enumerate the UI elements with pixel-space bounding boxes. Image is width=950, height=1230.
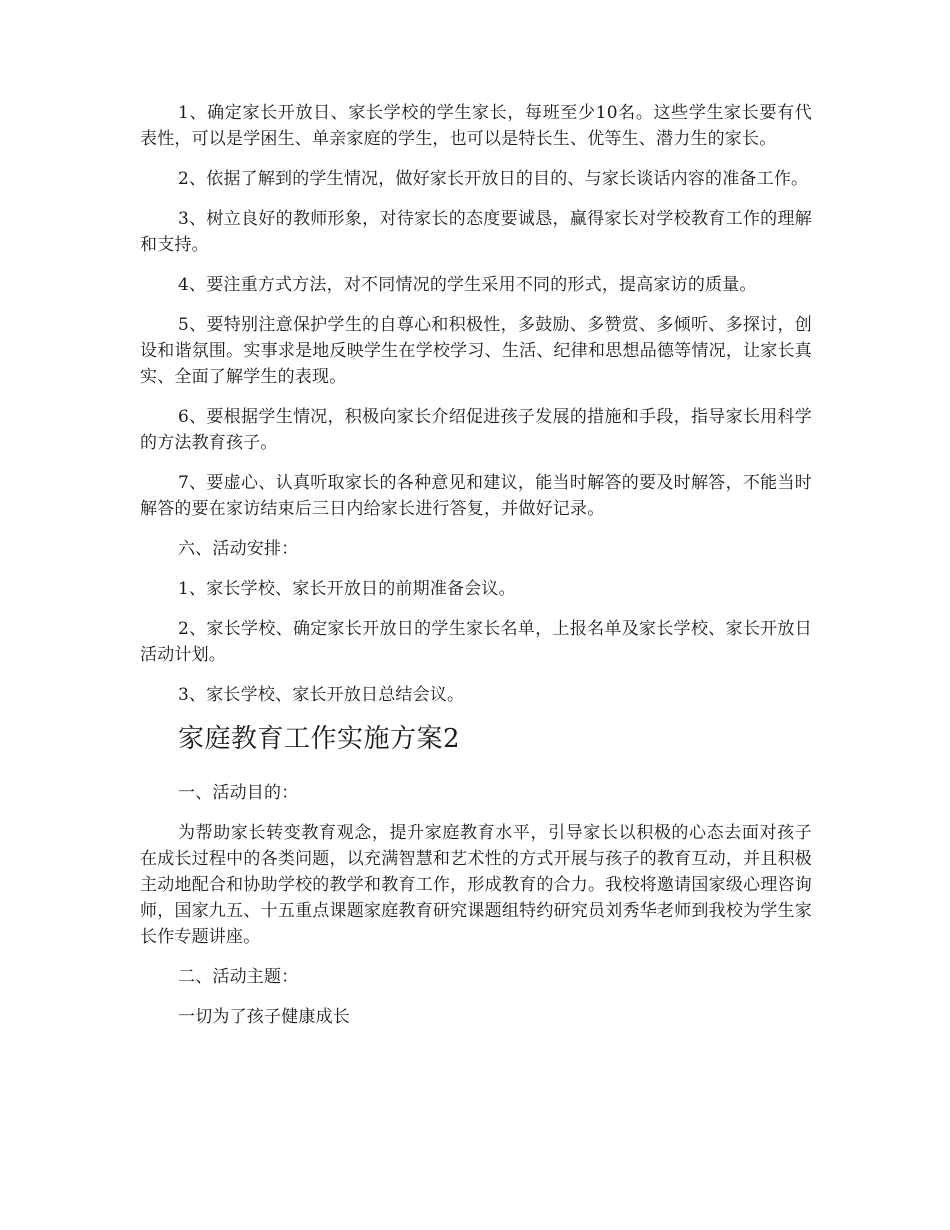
paragraph-item-2: 2、依据了解到的学生情况，做好家长开放日的目的、与家长谈话内容的准备工作。 (178, 169, 809, 189)
plan-heading: 家庭教育工作实施方案2 (178, 724, 461, 754)
paragraph-item-1: 1、确定家长开放日、家长学校的学生家长，每班至少10名。这些学生家长要有代表性，可以是学困生、单亲家庭的学生，也可以是特长生、优等生、潜力生的家长。 (140, 103, 812, 149)
section-six-title: 六、活动安排： (178, 539, 299, 559)
purpose-paragraph: 为帮助家长转变教育观念，提升家庭教育水平，引导家长以积极的心态去面对孩子在成长过程中的各类问题，以充满智慧和艺术性的方式开展与孩子的教育互动，并且积极主动地配合和协助学校的教学和教育工作，形成教育的合力。我校将邀请国家级心理咨询师，国家九五、十五重点课题家庭教育研究课题组特约研究员刘秀华老师到我校为学生家长作专题讲座。 (140, 823, 812, 947)
paragraph-item-3: 3、树立良好的教师形象，对待家长的态度要诚恳，赢得家长对学校教育工作的理解和支持。 (140, 209, 812, 255)
theme-text: 一切为了孩子健康成长 (178, 1007, 350, 1027)
paragraph-item-4: 4、要注重方式方法，对不同情况的学生采用不同的形式，提高家访的质量。 (178, 275, 757, 295)
section-two-title: 二、活动主题： (178, 967, 299, 987)
document-page (140, 100, 812, 1044)
schedule-item-2: 2、家长学校、确定家长开放日的学生家长名单，上报名单及家长学校、家长开放日活动计划。 (140, 619, 812, 665)
section-one-title: 一、活动目的： (178, 783, 299, 803)
paragraph-item-5: 5、要特别注意保护学生的自尊心和积极性，多鼓励、多赞赏、多倾听、多探讨，创设和谐氛围。实事求是地反映学生在学校学习、生活、纪律和思想品德等情况，让家长真实、全面了解学生的表现。 (140, 315, 812, 387)
paragraph-item-6: 6、要根据学生情况，积极向家长介绍促进孩子发展的措施和手段，指导家长用科学的方法教育孩子。 (140, 407, 812, 453)
schedule-item-3: 3、家长学校、家长开放日总结会议。 (178, 685, 465, 705)
schedule-item-1: 1、家长学校、家长开放日的前期准备会议。 (178, 579, 516, 599)
paragraph-item-7: 7、要虚心、认真听取家长的各种意见和建议，能当时解答的要及时解答，不能当时解答的要在家访结束后三日内给家长进行答复，并做好记录。 (140, 473, 812, 519)
